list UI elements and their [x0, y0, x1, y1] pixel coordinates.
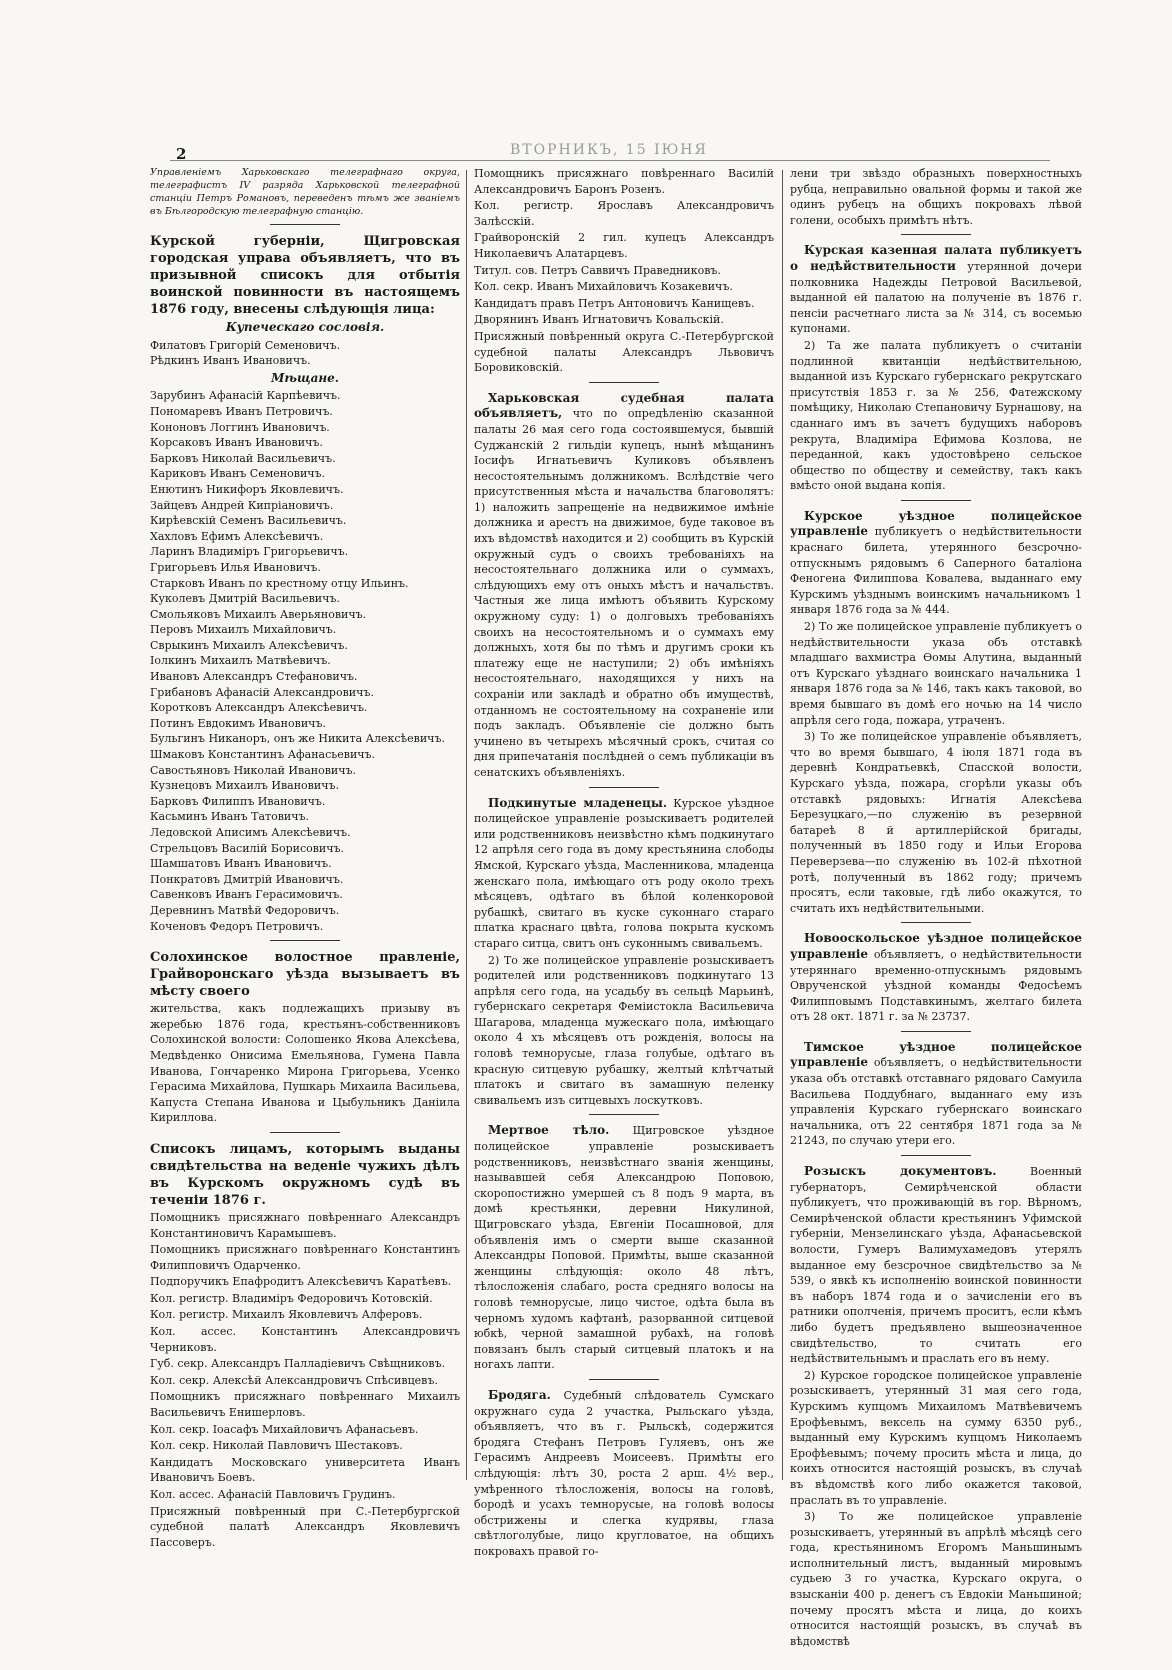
townsmen-list: [150, 388, 460, 934]
name-entry: Грибановъ Афанасій Александровичъ.: [150, 685, 374, 699]
dead-text: Щигровское уѣздное полицейское управленіе розыскиваетъ родственниковъ, неизвѣстнаго званія женщины, называвшей себя Александрою Поповою, скоропостижно умершей съ 8 подъ 9 марта, въ домѣ крестьянки, деревни Никулиной, Щигровскаго уѣзда, Евгеніи Посашновой, для объявленія имъ о смерти выше сказанной Александры Поповой. Примѣты, выше сказанной женщины слѣдующія: около 48 лѣтъ, тѣлосложенія слабаго, роста средняго волосы на головѣ темнорусые, лицо чистое, одѣта была въ черномъ худомъ кафтанѣ, разорванной ситцевой юбкѣ, черной замашной рубахѣ, на головѣ повязанъ былъ старый ситцевый платокъ и на ногахъ лапти.: [474, 1124, 775, 1372]
section-rule: [589, 382, 659, 383]
list-entry: Губ. секр. Александръ Палладіевичъ Свѣщниковъ.: [150, 1357, 446, 1371]
name-entry: Куколевъ Дмитрій Васильевичъ.: [150, 592, 340, 606]
list-entry: Помощникъ присяжнаго повѣреннаго Александръ Константиновичъ Карамышевъ.: [150, 1210, 460, 1240]
name-entry: Филатовъ Григорій Семеновичъ.: [150, 338, 341, 352]
list-entry: Кол. регистр. Михаилъ Яковлевичъ Алферовъ.: [150, 1308, 423, 1322]
section-rule: [901, 1031, 971, 1032]
uezd-text-3: 3) То же полицейское управленіе объявляетъ, что во время бывшаго, 4 іюля 1871 года въ деревнѣ Кондратьевкѣ, Спасской волости, Курскаго уѣзда, пожара, сгорѣли указы объ отставкѣ рядовыхъ: Игнатія Алексѣева Березуцкаго,—по служенію въ резервной батареѣ 8 й артиллерійской бригады, полученный въ 1850 году и Ильи Егорова Переверзева—по служенію въ 102-й пѣхотной ротѣ, полученный въ 1862 году; причемъ просятъ, если таковые, гдѣ либо окажутся, то считать ихъ недѣйствительными.: [790, 730, 1082, 915]
telegraph-note: Управленіемъ Харьковскаго телеграфнаго округа, телеграфистъ IV разряда Харьковской телеграфной станціи Петръ Романовъ, переведенъ тѣмъ же званіемъ въ Бѣлгородскую телеграфную станцію.: [150, 167, 460, 217]
name-entry: Кузнецовъ Михаилъ Ивановичъ.: [150, 779, 339, 793]
section-rule: [901, 234, 971, 235]
top-text: лени три звѣздо образныхъ поверхностныхъ рубца, неправильно овальной формы и такой же одинъ рубецъ на общихъ покровахъ лѣвой голени, особыхъ примѣтъ нѣтъ.: [790, 167, 1082, 227]
header-rule: [170, 160, 1050, 161]
list-entry: Кол. секр. Николай Павловичъ Шестаковъ.: [150, 1439, 403, 1453]
dead-lead: Мертвое тѣло.: [488, 1123, 610, 1138]
uezd-text-2: 2) То же полицейское управленіе публикуетъ о недѣйствительности указа объ отставкѣ младшаго вахмистра Ѳомы Алутина, выданный отъ Курскаго уѣзднаго воинскаго начальника 1 января 1876 года за № 146, такъ какъ таковой, во время бывшаго въ домѣ его ночью на 14 число апрѣля сего года, пожара, утраченъ.: [790, 620, 1082, 727]
name-entry: Зайцевъ Андрей Кипріановичъ.: [150, 498, 334, 512]
list-entry: Кол. регистр. Владиміръ Федоровичъ Котовскій.: [150, 1291, 433, 1305]
column-2: [474, 166, 775, 1558]
list-entry: Титул. сов. Петръ Саввичъ Праведниковъ.: [474, 263, 721, 277]
section-rule: [901, 500, 971, 501]
section-rule: [270, 940, 340, 941]
list-entry: Присяжный повѣренный при С.-Петербургской судебной палатѣ Александръ Яковлевичъ Пассоверъ.: [150, 1504, 460, 1549]
name-entry: Зарубинъ Афанасій Карпѣевичъ.: [150, 389, 341, 403]
list-entry: Кол. секр. Іоасафъ Михайловичъ Афанасьевъ.: [150, 1422, 419, 1436]
novooskol-text: объявляетъ, о недѣйствительности утеряннаго временно-отпускнымъ рядовымъ Оврученской уѣздной команды Федосѣемъ Филипповымъ Подставкинымъ, желтаго билета отъ 28 окт. 1871 г. за № 23737.: [790, 947, 1082, 1024]
list-entry: Помощникъ присяжнаго повѣреннаго Василій Александровичъ Баронъ Розенъ.: [474, 167, 774, 196]
name-entry: Кононовъ Логгинъ Ивановичъ.: [150, 420, 330, 434]
foundlings-text: Курское уѣздное полицейское управленіе розыскиваетъ родителей или родственниковъ неизвѣстно кѣмъ подкинутаго 12 апрѣля сего года въ дому крестьянина слободы Ямской, Курскаго уѣзда, Масленникова, младенца женскаго пола, имѣющаго отъ роду около трехъ мѣсяцевъ, одѣтаго въ бѣлой коленкоровой рубашкѣ, свитаго въ куске суконнаго стараго платка краснаго цвѣта, голова покрыта кускомъ стараго ситца, свитъ онъ суконнымъ свивальемъ.: [474, 796, 774, 950]
kursk-heading: Курской губерніи, Щигровская городская управа объявляетъ, что въ призывной списокъ для отбытія воинской повинности въ настоящемъ 1876 году, внесены слѣдующія лица:: [150, 234, 460, 317]
section-rule: [270, 224, 340, 225]
name-entry: Барковъ Николай Васильевичъ.: [150, 451, 336, 465]
header-date: ВТОРНИКЪ, 15 ІЮНЯ: [510, 142, 708, 158]
column-1: [150, 166, 460, 1549]
list-entry: Кол. ассес. Афанасій Павловичъ Грудинъ.: [150, 1488, 396, 1501]
name-entry: Старковъ Иванъ по крестному отцу Ильинъ.: [150, 576, 409, 590]
kharkov-text: что по опредѣленію сказанной палаты 26 мая сего года состоявшемуся, бывшій Суджанскій 2 гильдіи купецъ, нынѣ мѣщанинъ Іосифъ Игнатьевичъ Куликовъ объявленъ несостоятельнымъ должникомъ. Вслѣдствіе чего присутственныя мѣста и начальства благоволятъ: 1) наложить запрещеніе на недвижимое имѣніе должника и арестъ на движимое, буде таковое въ ихъ вѣдомствѣ находится и 2) сообщить въ Курскій окружный судъ о своихъ требованіяхъ на несостоятельнаго должника или о суммахъ, слѣдующихъ ему отъ оныхъ мѣстъ и начальствъ. Частныя же лица имѣютъ объявить Курскому окружному суду: 1) о долговыхъ требованіяхъ своихъ на несостоятельномъ и о суммахъ ему должныхъ, хотя бы по тѣмъ и другимъ сроки къ платежу еще не наступили; 2) объ имѣніяхъ несостоятельнаго, находящихся у нихъ на сохраніи или закладѣ и обратно объ имуществѣ, отданномъ не состоятельному на сохраненіе или подъ закладъ. Объявленіе сіе должно быть учинено въ четырехъ мѣсячный срокъ, считая со дня припечатанія послѣдней о семъ публикаціи въ сенатскихъ объявленіяхъ.: [474, 407, 775, 779]
solokhino-heading: Солохинское волостное правленіе, Грайворонскаго уѣзда вызываетъ въ мѣсту своего: [150, 950, 460, 1000]
list-entry: Кол. секр. Иванъ Михайловичъ Козакевичъ.: [474, 280, 733, 294]
name-entry: Понкратовъ Дмитрій Ивановичъ.: [150, 872, 344, 886]
section-rule: [589, 1114, 659, 1115]
tim-text: объявляетъ, о недѣйствительности указа объ отставкѣ отставнаго рядоваго Самуила Васильева Поддубнаго, выданнаго ему изъ управленія Курскаго губернскаго воинскаго начальника, отъ 22 сентября 1871 года за № 21243, по случаю утери его.: [790, 1056, 1082, 1148]
townsmen-label: Мѣщане.: [271, 370, 339, 385]
page-number: 2: [176, 145, 187, 163]
name-entry: Кариковъ Иванъ Семеновичъ.: [150, 467, 326, 481]
merchants-list: [150, 338, 460, 369]
kazennaya-text-2: 2) Та же палата публикуетъ о считаніи подлинной квитанціи недѣйствительною, выданной изъ Курскаго губернскаго рекрутскаго присутствія 1853 г. за № 256, Фатежскому помѣщику, Николаю Степановичу Бурнашову, на сданнаго имъ въ зачетъ будущихъ наборовъ рекрута, Владиміра Ефимова Козлова, не переданной, какъ удостовѣрено сельское общество по обществу и семейству, такъ какъ вмѣсто оной выдана копія.: [790, 338, 1082, 493]
name-entry: Хахловъ Ефимъ Алексѣевичъ.: [150, 529, 324, 543]
name-entry: Деревнинъ Матвѣй Федоровичъ.: [150, 903, 340, 917]
name-entry: Іолкинъ Михаилъ Матвѣевичъ.: [150, 654, 331, 668]
foundlings-text-2: 2) То же полицейское управленіе розыскиваетъ родителей или родственниковъ подкинутаго 13 апрѣля сего года, на усадьбу въ сельцѣ Марьинѣ, губернскаго секретаря Феміистокла Васильевича Шагарова, младенца мужескаго пола, имѣющаго около 4 хъ мѣсяцевъ отъ рожденія, волосы на головѣ темнорусые, глаза голубые, одѣтаго въ красную ситцевую рубашку, желтый клѣтчатый платокъ и свитаго въ замашную пеленку свивальемъ изъ ситцевыхъ лоскутковъ.: [474, 953, 774, 1107]
name-entry: Коротковъ Александръ Алексѣевичъ.: [150, 701, 368, 715]
name-entry: Савостьяновъ Николай Ивановичъ.: [150, 763, 356, 777]
solokhino-text: жительства, какъ подлежащихъ призыву въ жеребью 1876 года, крестьянъ-собственниковъ Солохинской волости: Солошенко Якова Алексѣева, Медвѣденко Онисима Емельянова, Гумена Павла Иванова, Гончаренко Мирона Григорьева, Усенко Герасима Михайлова, Пушкарь Михаила Васильева, Капуста Степана Иванова и Цыбульникъ Даніила Кириллова.: [150, 1002, 460, 1125]
section-rule: [901, 1155, 971, 1156]
list-entry: Грайворонскій 2 гил. купецъ Александръ Николаевичъ Алатарцевъ.: [474, 231, 774, 260]
vagrant-text: Судебный слѣдователь Сумскаго окружнаго суда 2 участка, Рыльскаго уѣзда, объявляетъ, что въ г. Рыльскѣ, содержится бродяга Стефанъ Петровъ Гуляевъ, онъ же Герасимъ Андреевъ Моисеевъ. Примѣты его слѣдующія: лѣтъ 30, роста 2 арш. 4½ вер., умѣренного тѣлосложенія, волосы на головѣ, бородѣ и усахъ темнорусые, на головѣ волосы обстрижены и слегка кудрявы, глаза свѣтлоголубые, лицо кругловатое, на общихъ покровахъ правой го-: [474, 1388, 774, 1558]
name-entry: Коченовъ Федоръ Петровичъ.: [150, 919, 324, 933]
search-lead: Розыскъ документовъ.: [804, 1164, 997, 1179]
section-rule: [589, 1379, 659, 1380]
name-entry: Корсаковъ Иванъ Ивановичъ.: [150, 436, 323, 450]
section-rule: [589, 787, 659, 788]
licence-list: [150, 1210, 460, 1550]
name-entry: Пономаревъ Иванъ Петровичъ.: [150, 404, 333, 418]
name-entry: Смольяковъ Михаилъ Аверьяновичъ.: [150, 607, 367, 621]
merchants-label: Купеческаго сословія.: [225, 320, 385, 334]
novooskol-lead: Новооскольское уѣздное полицейское управленіе: [790, 931, 1082, 961]
column-divider: [466, 170, 467, 1480]
list-entry: Помощникъ присяжнаго повѣреннаго Константинъ Филипповичъ Одарченко.: [150, 1243, 460, 1272]
foundlings-lead: Подкинутые младенецы.: [488, 795, 668, 810]
list-entry: Кол. секр. Алексѣй Александровичъ Спѣсивцевъ.: [150, 1373, 438, 1387]
list-entry: Дворянинъ Иванъ Игнатовичъ Ковальскій.: [474, 313, 724, 327]
kharkov-lead: Харьковская судебная палата объявляетъ,: [474, 390, 774, 421]
uezd-text: публикуетъ о недѣйствительности краснаго билета, утерянного безсрочно-отпускнымъ рядовымъ 6 Саперного баталіона Феногена Филиппова Ковалева, выданнаго ему Курскимъ уѣзднымъ воинскимъ начальникомъ 1 января 1876 года за № 444.: [790, 525, 1082, 617]
list-entry: Присяжный повѣренный округа С.-Петербургской судебной палаты Александръ Львовичъ Боровиковскій.: [474, 329, 774, 375]
name-entry: Бульгинъ Никаноръ, онъ же Никита Алексѣевичъ.: [150, 732, 445, 746]
tim-lead: Тимское уѣздное полицейское управленіе: [790, 1039, 1082, 1070]
name-entry: Кирѣевскій Семенъ Васильевичъ.: [150, 514, 347, 528]
vagrant-lead: Бродяга.: [488, 1387, 551, 1402]
search-text: Военный губернаторъ, Семирѣченской области публикуетъ, что проживающій въ гор. Вѣрномъ, Семирѣченской области крестьянинъ Уфимской губерніи, Мензелинскаго уѣзда, Афанасьевской волости, Гумеръ Валимухамедовъ утерялъ выданное ему безсрочное свидѣтельство за № 539, о явкѣ къ исполненію воинской повинности въ наборъ 1874 года и о зачисленіи его въ ратники ополченія, причемъ проситъ, если кѣмъ либо будетъ предъявлено вышеозначенное свидѣтельство, то считать его недѣйствительнымъ и праслать его въ нему.: [790, 1165, 1083, 1366]
name-entry: Шамшатовъ Иванъ Ивановичъ.: [150, 857, 332, 871]
search-text-2: 2) Курское городское полицейское управленіе розыскиваетъ, утерянный 31 мая сего года, Курскимъ купцомъ Михаиломъ Матвѣевичемъ Ерофѣевымъ, вексель на сумму 6350 руб., выданный ему Курскимъ купцомъ Николаемъ Ерофѣевымъ; почему просить мѣста и лица, до коихъ относится настоящій розыскъ, въ случаѣ въ вѣдомствѣ кого либо окажется таковой, праслать въ то управленіе.: [790, 1368, 1082, 1507]
column-divider: [782, 170, 783, 1480]
list-entry: Кандидатъ Московскаго университета Иванъ Ивановичъ Боевъ.: [150, 1455, 460, 1485]
list-heading: Списокъ лицамъ, которымъ выданы свидѣтельства на веденіе чужихъ дѣлъ въ Курскомъ окружномъ судѣ въ теченіи 1876 г.: [150, 1141, 460, 1208]
list-entry: Кол. ассес. Константинъ Александровичъ Черниковъ.: [150, 1325, 460, 1354]
name-entry: Рѣдкинъ Иванъ Ивановичъ.: [150, 354, 311, 368]
search-text-3: 3) То же полицейское управленіе розыскиваетъ, утерянный въ апрѣлѣ мѣсяцѣ сего года, крестьяниномъ Егоромъ Маньшинымъ исполнительный листъ, выданный мировымъ судьею 3 го участка, Курскаго округа, о взысканіи 400 р. денегъ съ Евдокіи Маньшиной; почему просятъ мѣста и лица, до коихъ относится настоящій розыскъ, въ случаѣ въ вѣдомствѣ: [790, 1510, 1082, 1648]
name-entry: Перовъ Михаилъ Михайловичъ.: [150, 623, 337, 637]
kazennaya-text: утерянной дочери полковника Надежды Петровой Васильевой, выданной ей палатою на полученіе въ 1876 г. пенсіи расчетнаго листа за № 314, съ восемью купонами.: [790, 259, 1083, 336]
list-entry: Кол. регистр. Ярославъ Александровичъ Залѣсскій.: [474, 199, 774, 228]
name-entry: Сврыкинъ Михаилъ Алексѣевичъ.: [150, 638, 348, 652]
section-rule: [270, 1132, 340, 1133]
name-entry: Ледовской Аписимъ Алексѣевичъ.: [150, 826, 351, 839]
name-entry: Касьминъ Иванъ Татовичъ.: [150, 810, 310, 824]
list-entry: Подпоручикъ Епафродитъ Алексѣевичъ Каратѣевъ.: [150, 1275, 452, 1289]
name-entry: Потинъ Евдокимъ Ивановичъ.: [150, 716, 326, 730]
column-3: [790, 166, 1083, 1648]
name-entry: Стрельцовъ Василій Борисовичъ.: [150, 841, 345, 855]
name-entry: Ларинъ Владиміръ Григорьевичъ.: [150, 545, 349, 559]
licence-list-cont: [474, 166, 774, 376]
name-entry: Ивановъ Александръ Стефановичъ.: [150, 670, 358, 684]
kazennaya-lead: Курская казенная палата публикуетъ о недѣйствительности: [790, 243, 1082, 273]
name-entry: Савенковъ Иванъ Герасимовичъ.: [150, 888, 343, 902]
name-entry: Барковъ Филиппъ Ивановичъ.: [150, 794, 326, 808]
uezd-lead: Курское уѣздное полицейское управленіе: [790, 508, 1082, 539]
name-entry: Шмаковъ Константинъ Афанасьевичъ.: [150, 748, 376, 762]
list-entry: Кандидатъ правъ Петръ Антоновичъ Канищевъ.: [474, 296, 755, 310]
section-rule: [901, 922, 971, 923]
name-entry: Григорьевъ Илья Ивановичъ.: [150, 560, 321, 574]
name-entry: Енютинъ Никифоръ Яковлевичъ.: [150, 482, 344, 496]
list-entry: Помощникъ присяжнаго повѣреннаго Михаилъ Васильевичъ Енишерловъ.: [150, 1390, 460, 1420]
